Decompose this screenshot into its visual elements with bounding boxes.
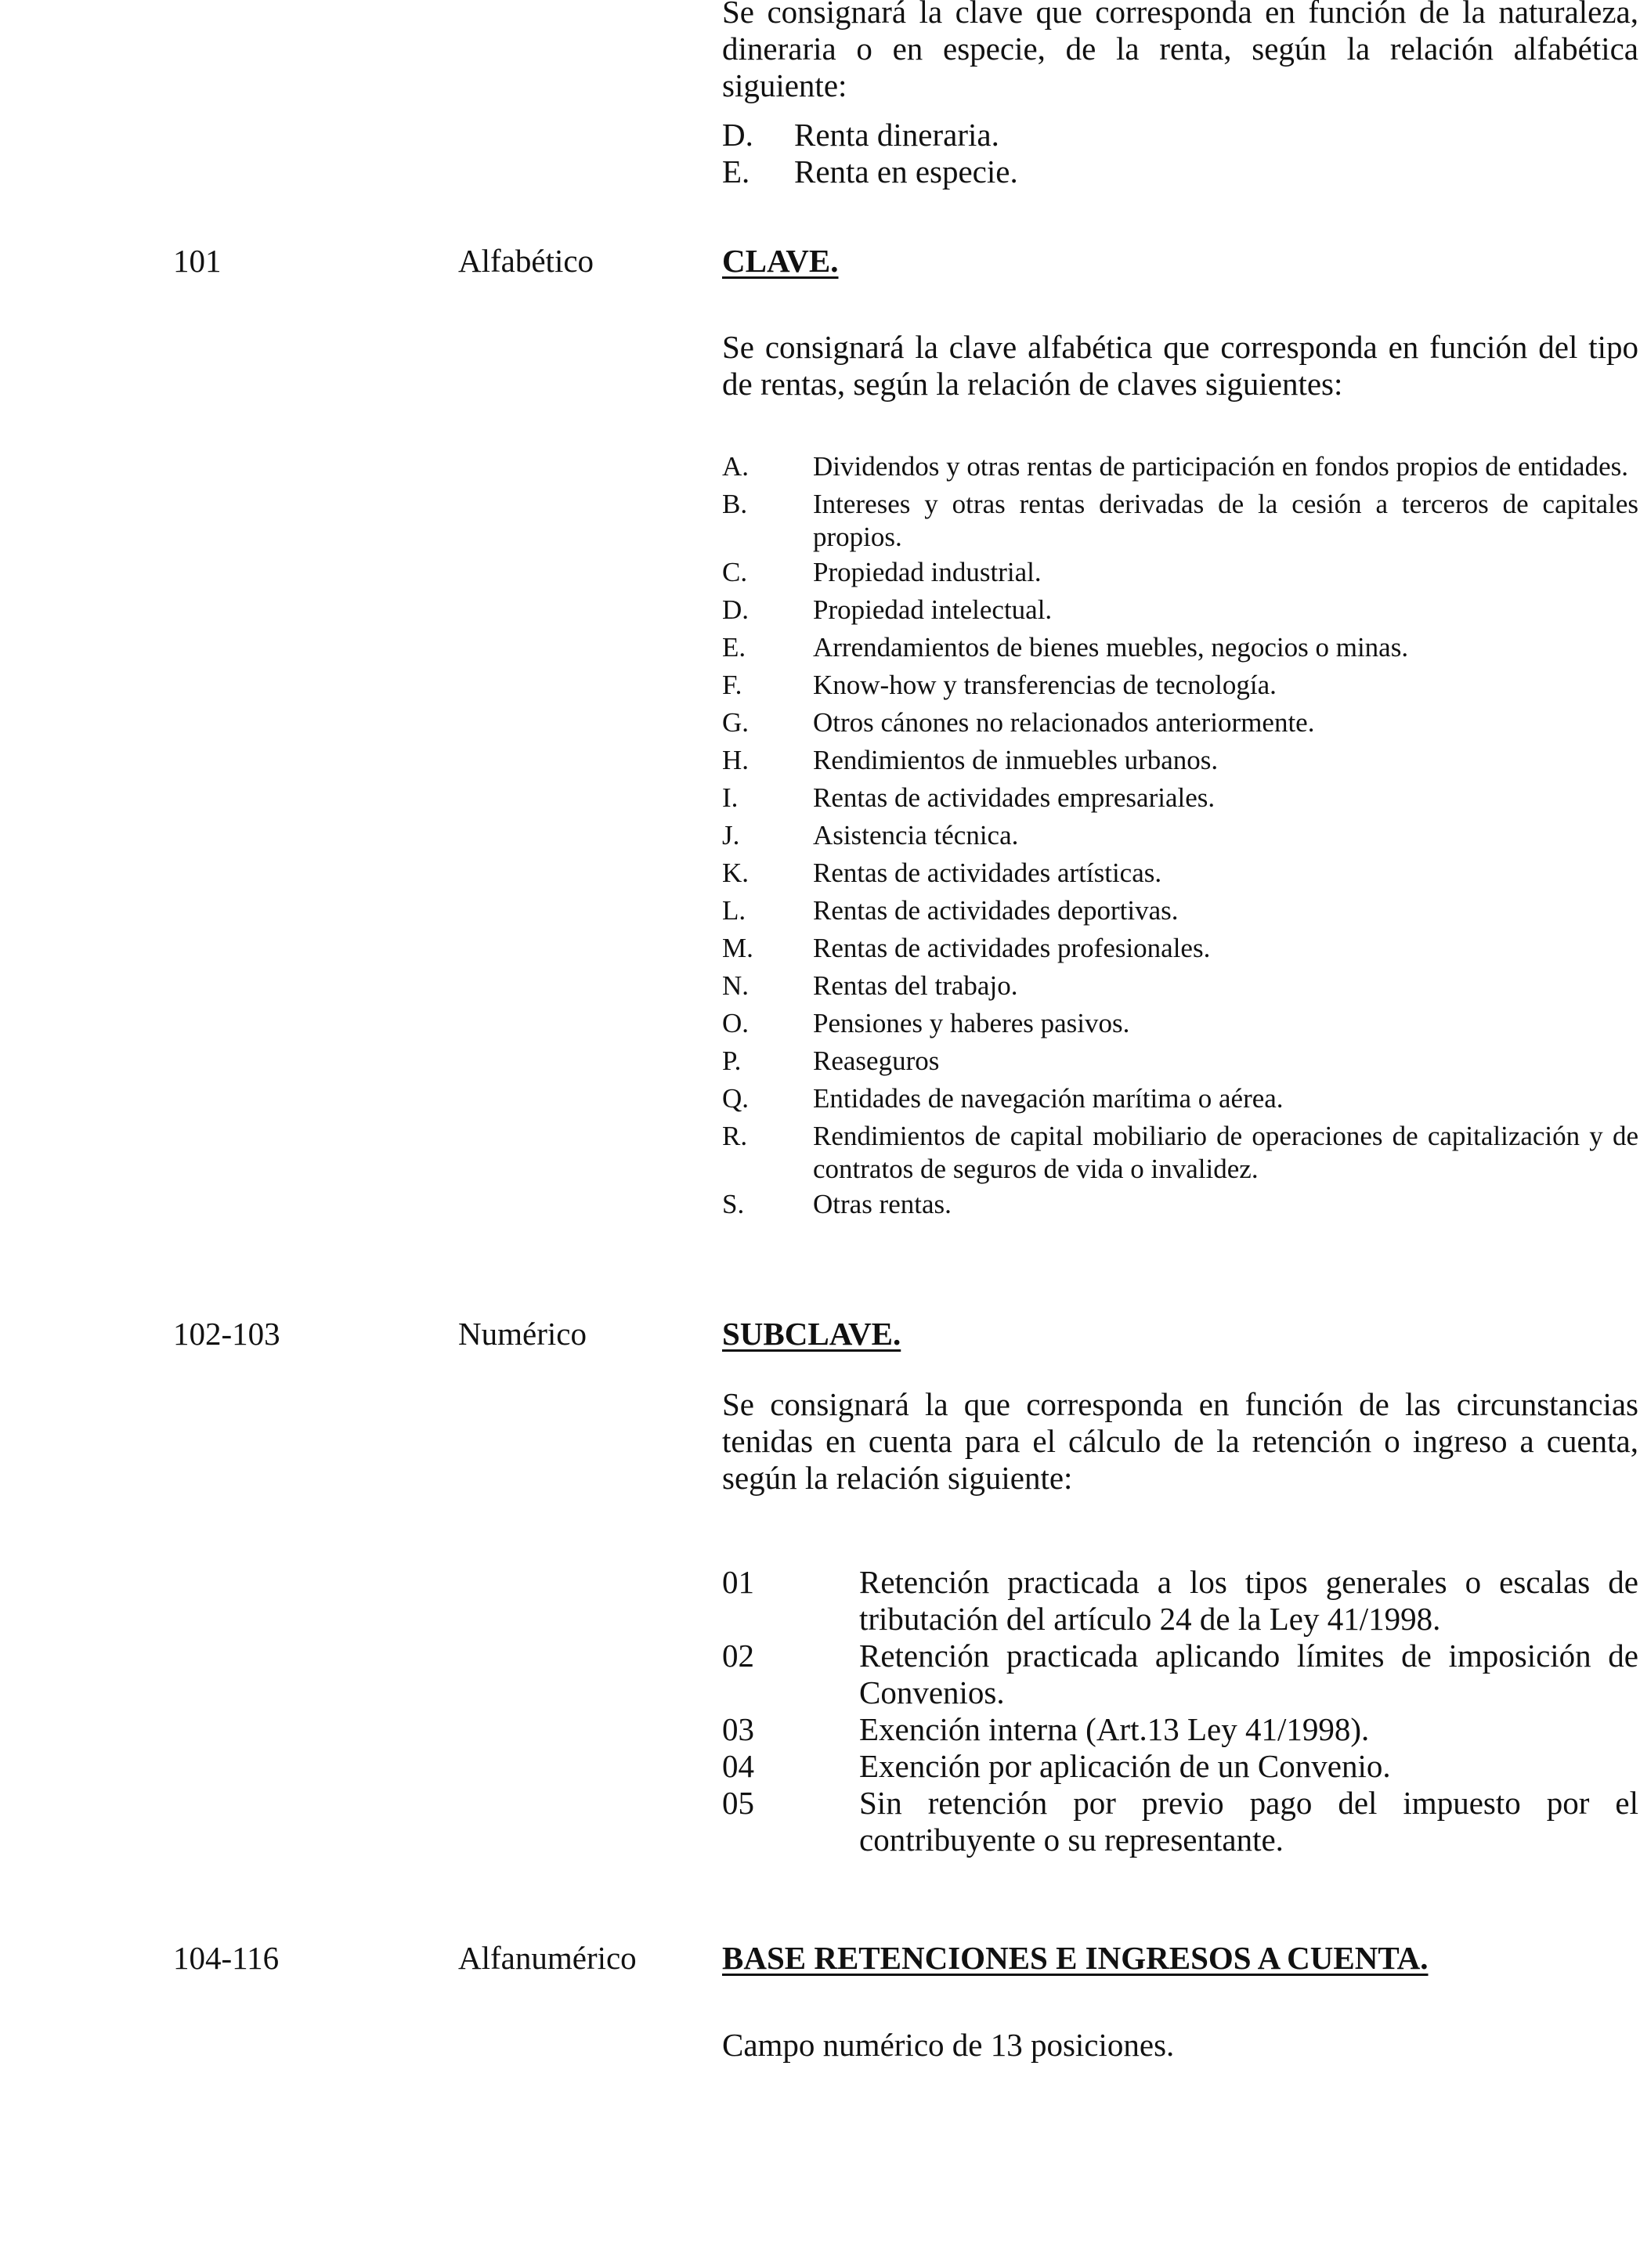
list-item xyxy=(722,1785,1638,1858)
item-key: K. xyxy=(722,858,750,888)
section-description: Se consignará la clave alfabética que corresponda en función del tipo de rentas, según la relación de claves siguientes: xyxy=(722,329,1638,402)
list-item xyxy=(722,1564,1638,1638)
item-label: Rendimientos de capital mobiliario de operaciones de capitalización y de contratos de seguros de vida o invalidez. xyxy=(813,1121,1638,1184)
field-position: 101 xyxy=(173,243,222,279)
item-label: Retención practicada a los tipos generales o escalas de tributación del artículo 24 de la Ley 41/1998. xyxy=(859,1564,1638,1637)
item-label: Pensiones y haberes pasivos. xyxy=(813,1008,1130,1038)
item-label: Rentas de actividades artísticas. xyxy=(813,858,1162,888)
field-type: Numérico xyxy=(458,1316,587,1352)
list-item xyxy=(722,486,1638,554)
item-key: 01 xyxy=(722,1564,754,1600)
item-key: E. xyxy=(722,632,746,663)
list-item xyxy=(722,153,1638,190)
item-label: Rentas de actividades profesionales. xyxy=(813,933,1211,963)
item-label: Dividendos y otras rentas de participación en fondos propios de entidades. xyxy=(813,451,1628,482)
list-item xyxy=(722,1711,1638,1748)
section-description: Campo numérico de 13 posiciones. xyxy=(722,2027,1175,2063)
item-label: Propiedad industrial. xyxy=(813,557,1042,587)
item-label: Rentas de actividades deportivas. xyxy=(813,895,1179,926)
item-key: L. xyxy=(722,895,746,926)
section-description: Se consignará la que corresponda en función de las circunstancias tenidas en cuenta para el cálculo de la retención o ingreso a cuenta, según la relación siguiente: xyxy=(722,1386,1638,1496)
intro-paragraph: Se consignará la clave que corresponda en función de la naturaleza, dineraria o en especie, de la renta, según la relación alfabética siguiente: xyxy=(722,0,1638,103)
list-item xyxy=(722,967,1638,1005)
item-key: C. xyxy=(722,557,748,587)
item-key: R. xyxy=(722,1121,748,1151)
list-item xyxy=(722,742,1638,779)
list-item xyxy=(722,1638,1638,1711)
list-item xyxy=(722,930,1638,967)
item-key: F. xyxy=(722,670,742,700)
list-item xyxy=(722,666,1638,704)
item-label: Entidades de navegación marítima o aérea. xyxy=(813,1083,1284,1114)
item-label: Exención interna (Art.13 Ley 41/1998). xyxy=(859,1711,1370,1747)
item-key: G. xyxy=(722,707,750,738)
item-label: Rentas de actividades empresariales. xyxy=(813,782,1216,813)
section-title: BASE RETENCIONES E INGRESOS A CUENTA. xyxy=(722,1940,1429,1976)
item-label: Retención practicada aplicando límites de imposición de Convenios. xyxy=(859,1638,1638,1710)
list-item xyxy=(722,817,1638,854)
list-item xyxy=(722,591,1638,629)
clave-list xyxy=(722,448,1638,1223)
item-label: Intereses y otras rentas derivadas de la cesión a terceros de capitales propios. xyxy=(813,489,1638,552)
item-key: A. xyxy=(722,451,750,482)
field-type: Alfabético xyxy=(458,243,594,279)
item-key: 04 xyxy=(722,1748,754,1784)
item-key: D. xyxy=(722,117,753,153)
list-item xyxy=(722,1005,1638,1042)
list-item xyxy=(722,704,1638,742)
item-label: Renta en especie. xyxy=(794,153,1018,190)
item-key: 05 xyxy=(722,1785,754,1821)
item-key: D. xyxy=(722,594,750,625)
item-label: Rentas del trabajo. xyxy=(813,970,1018,1001)
list-item xyxy=(722,892,1638,930)
field-position: 102-103 xyxy=(173,1316,280,1352)
list-item xyxy=(722,1186,1638,1223)
item-key: S. xyxy=(722,1189,745,1219)
list-item xyxy=(722,629,1638,666)
item-label: Reaseguros xyxy=(813,1046,940,1076)
item-key: 03 xyxy=(722,1711,754,1747)
item-key: I. xyxy=(722,782,739,813)
field-type: Alfanumérico xyxy=(458,1940,637,1976)
list-item xyxy=(722,1118,1638,1186)
list-item xyxy=(722,448,1638,486)
item-key: H. xyxy=(722,745,750,775)
item-key: Q. xyxy=(722,1083,750,1114)
list-item xyxy=(722,1080,1638,1118)
item-label: Exención por aplicación de un Convenio. xyxy=(859,1748,1391,1784)
section-title: SUBCLAVE. xyxy=(722,1316,901,1352)
item-key: B. xyxy=(722,489,748,519)
item-label: Otros cánones no relacionados anteriormente. xyxy=(813,707,1315,738)
item-label: Asistencia técnica. xyxy=(813,820,1019,850)
list-item xyxy=(722,1042,1638,1080)
item-label: Rendimientos de inmuebles urbanos. xyxy=(813,745,1219,775)
list-item xyxy=(722,554,1638,591)
item-key: J. xyxy=(722,820,740,850)
list-item xyxy=(722,854,1638,892)
item-label: Propiedad intelectual. xyxy=(813,594,1053,625)
list-item xyxy=(722,779,1638,817)
list-item xyxy=(722,117,1638,153)
list-item xyxy=(722,1748,1638,1785)
item-label: Arrendamientos de bienes muebles, negocios o minas. xyxy=(813,632,1409,663)
field-position: 104-116 xyxy=(173,1940,280,1976)
intro-list xyxy=(722,117,1638,190)
item-label: Know-how y transferencias de tecnología. xyxy=(813,670,1277,700)
item-key: P. xyxy=(722,1046,742,1076)
item-label: Sin retención por previo pago del impuesto por el contribuyente o su representante. xyxy=(859,1785,1638,1858)
item-key: N. xyxy=(722,970,750,1001)
item-key: E. xyxy=(722,153,750,190)
subclave-list xyxy=(722,1564,1638,1858)
item-key: M. xyxy=(722,933,753,963)
item-label: Renta dineraria. xyxy=(794,117,999,153)
section-title: CLAVE. xyxy=(722,243,839,279)
item-key: 02 xyxy=(722,1638,754,1674)
item-key: O. xyxy=(722,1008,750,1038)
item-label: Otras rentas. xyxy=(813,1189,952,1219)
